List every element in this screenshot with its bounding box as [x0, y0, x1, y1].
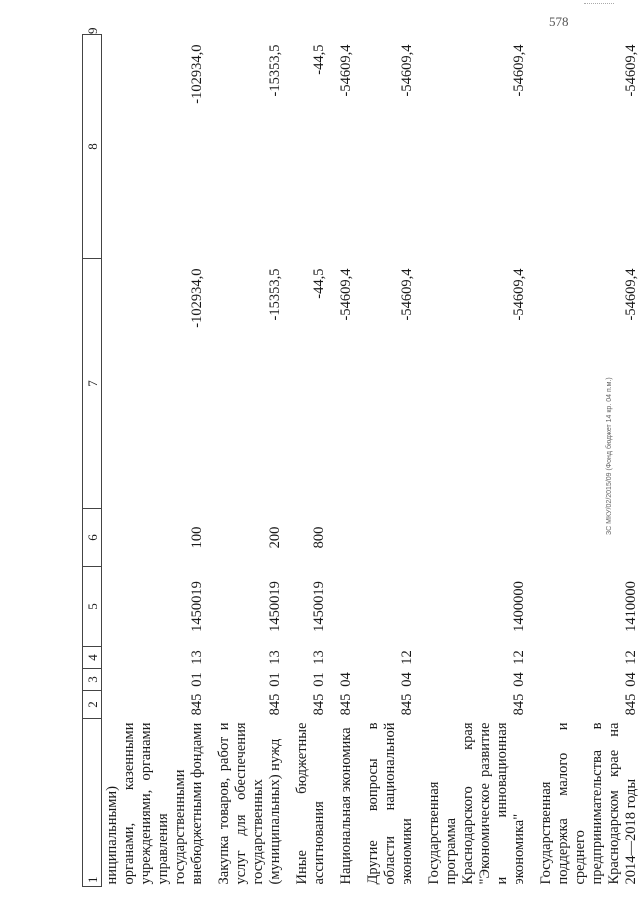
- row-name: Государственная программа Краснодарского края "Экономическое развитие и инновационная экономика": [426, 722, 527, 885]
- row-name: Закупка товаров, работ и услуг для обеспечения государственных (муниципальных) нужд: [216, 722, 283, 885]
- row-amount-9: -54609,4: [399, 44, 415, 97]
- row-code-admin: 845: [189, 693, 205, 716]
- header-cell-8: 8: [83, 35, 102, 259]
- row-code-target: [328, 567, 355, 647]
- row-code-admin: 845: [338, 693, 354, 716]
- table-row: [416, 35, 528, 887]
- row-amount-9: -54609,4: [623, 44, 639, 97]
- row-code-type: 200: [267, 526, 283, 549]
- header-cell-3: 3: [83, 669, 102, 691]
- row-code-section: 04: [511, 672, 527, 687]
- row-code-admin: 845: [267, 693, 283, 716]
- table-row: [528, 35, 640, 887]
- row-code-subsection: 12: [511, 650, 527, 665]
- table-row: [328, 35, 355, 887]
- header-row: 1 2 3 4 5 6 7 8 9: [83, 35, 102, 887]
- header-cell-2: 2: [83, 691, 102, 719]
- row-amount-9: -54609,4: [511, 44, 527, 97]
- budget-table: [82, 27, 640, 887]
- header-cell-7: 7: [83, 259, 102, 509]
- row-name: ниципальными) органами, казенными учреждениями, органами управления государственными внебюджетными фондами: [104, 722, 205, 885]
- row-code-type: [416, 509, 528, 567]
- row-amount-8: -102934,0: [189, 268, 205, 328]
- row-amount-9: -15353,5: [267, 44, 283, 97]
- table-row: [102, 35, 207, 887]
- page-number: 578: [549, 14, 569, 29]
- top-dotted-mark: [584, 3, 614, 4]
- row-code-section: 04: [623, 672, 639, 687]
- row-code-subsection: 12: [399, 650, 415, 665]
- row-code-type: 100: [189, 526, 205, 549]
- row-code-section: 01: [267, 672, 283, 687]
- row-code-admin: 845: [623, 693, 639, 716]
- row-code-subsection: 12: [623, 650, 639, 665]
- row-name: Национальная экономика: [338, 727, 354, 885]
- table-row: [284, 35, 328, 887]
- row-code-target: 1400000: [511, 581, 527, 632]
- row-amount-8: -54609,4: [399, 268, 415, 321]
- row-code-admin: 845: [311, 693, 327, 716]
- row-code-section: 04: [338, 672, 354, 687]
- row-amount-9: -102934,0: [189, 44, 205, 104]
- row-amount-8: -44,5: [311, 268, 327, 299]
- row-amount-8: -54609,4: [511, 268, 527, 321]
- row-code-target: 1450019: [267, 581, 283, 632]
- header-cell-1: 1: [83, 719, 102, 887]
- row-code-subsection: 13: [311, 650, 327, 665]
- row-code-type: [355, 509, 416, 567]
- row-code-admin: 845: [399, 693, 415, 716]
- row-amount-8: -54609,4: [623, 268, 639, 321]
- header-cell-4: 4: [83, 647, 102, 669]
- row-code-target: 1450019: [311, 581, 327, 632]
- row-amount-8: -15353,5: [267, 268, 283, 321]
- row-code-subsection: 13: [267, 650, 283, 665]
- row-code-subsection: 13: [189, 650, 205, 665]
- row-code-type: [328, 509, 355, 567]
- row-code-type: 800: [311, 526, 327, 549]
- row-code-section: 01: [311, 672, 327, 687]
- row-name: Иные бюджетные ассигнования: [294, 722, 327, 885]
- table-row: [206, 35, 284, 887]
- table-row: [355, 35, 416, 887]
- row-code-target: 1450019: [189, 581, 205, 632]
- row-name: Другие вопросы в области национальной экономики: [365, 722, 415, 885]
- row-code-admin: 845: [511, 693, 527, 716]
- row-code-subsection: [328, 647, 355, 669]
- header-cell-6: 6: [83, 509, 102, 567]
- row-name: Государственная поддержка малого и среднего предпринимательства в Краснодарском крае на 2014—2018 годы: [538, 722, 639, 885]
- row-code-target: 1410000: [623, 581, 639, 632]
- side-note: ЗС МКУ/02/2015/09 (Фонд бюджет 14 кр. 04 п.м.): [606, 377, 613, 535]
- row-code-section: 01: [189, 672, 205, 687]
- row-amount-9: -54609,4: [338, 44, 354, 97]
- row-code-type: [528, 509, 640, 567]
- row-amount-9: -44,5: [311, 44, 327, 75]
- row-code-target: [355, 567, 416, 647]
- row-code-section: 04: [399, 672, 415, 687]
- header-cell-5: 5: [83, 567, 102, 647]
- row-amount-8: -54609,4: [338, 268, 354, 321]
